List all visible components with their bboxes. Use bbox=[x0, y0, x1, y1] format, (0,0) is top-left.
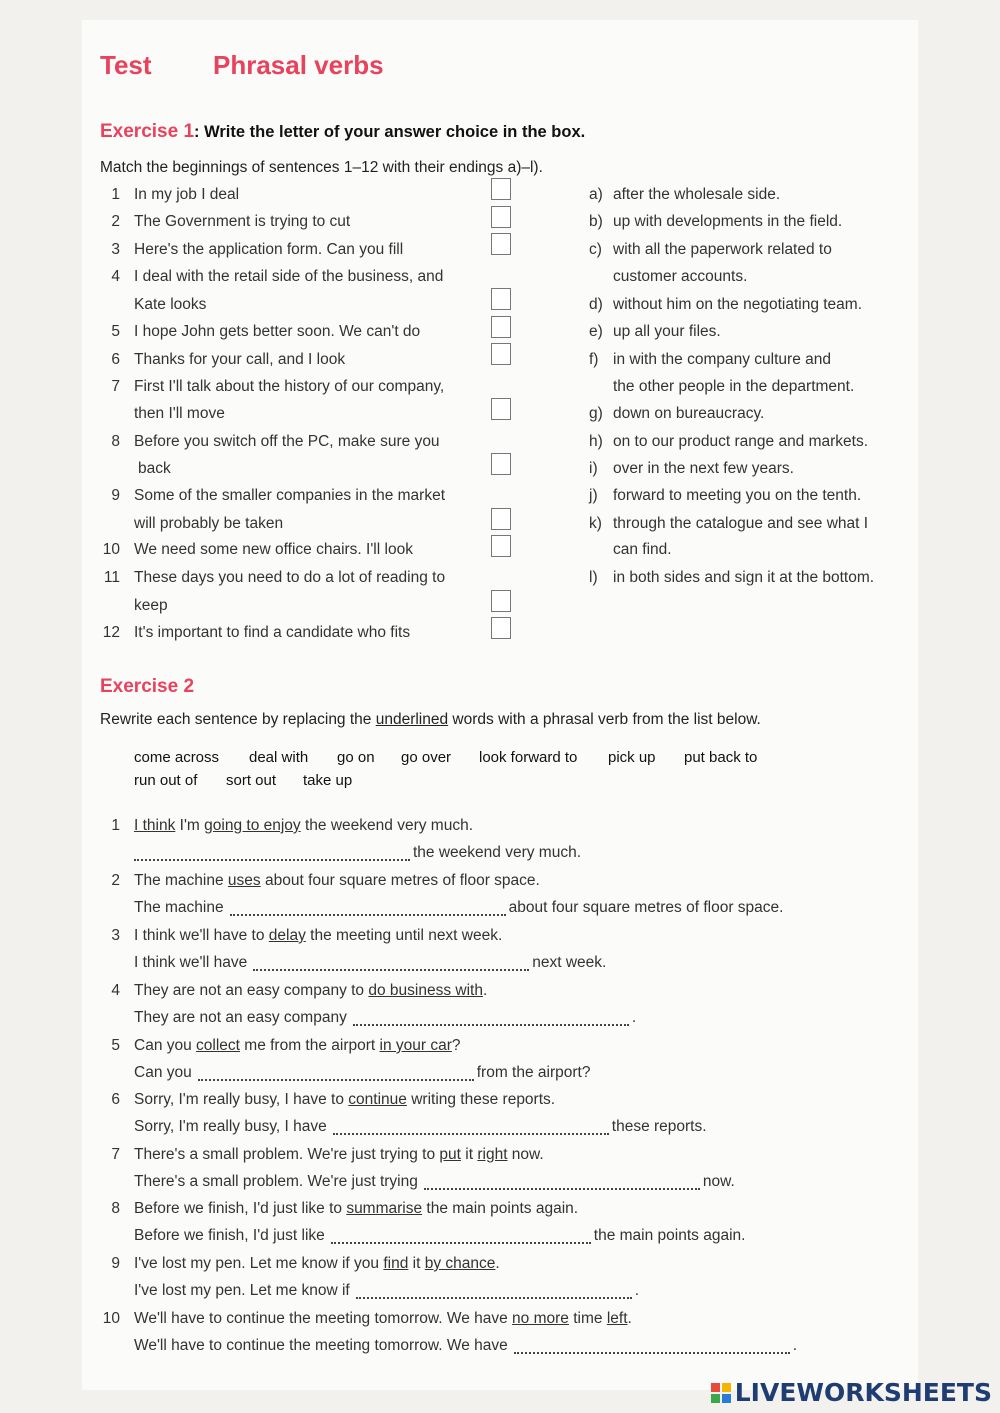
sentence-number: 12 bbox=[102, 624, 120, 641]
ending-letter: f) bbox=[589, 351, 599, 368]
original-sentence bbox=[134, 1310, 632, 1328]
sentence-text: We'll have to continue the meeting tomorrow. We have bbox=[134, 1310, 513, 1327]
sentence-beginning: then I'll move bbox=[134, 405, 225, 422]
exercise1-label: Exercise 1 bbox=[100, 121, 195, 142]
rewrite-prefix: The machine bbox=[134, 899, 224, 916]
instruction-underlined: underlined bbox=[375, 711, 449, 728]
rewrite-suffix: about four square metres of floor space. bbox=[508, 899, 784, 916]
sentence-text: it bbox=[408, 1255, 425, 1272]
underlined-words: collect bbox=[196, 1037, 240, 1054]
item-number: 3 bbox=[111, 927, 120, 944]
sentence-text: The machine bbox=[134, 872, 228, 889]
item-number: 2 bbox=[111, 872, 120, 889]
sentence-number: 5 bbox=[111, 323, 120, 340]
sentence-text: Sorry, I'm really busy, I have to bbox=[134, 1091, 349, 1108]
phrasal-verb-option: come across bbox=[134, 749, 220, 766]
ending-letter: d) bbox=[589, 296, 603, 313]
rewrite-suffix: . bbox=[792, 1337, 798, 1354]
answer-blank-8[interactable] bbox=[331, 1228, 591, 1244]
sentence-ending: in both sides and sign it at the bottom. bbox=[613, 569, 875, 586]
sentence-ending: down on bureaucracy. bbox=[613, 405, 765, 422]
sentence-beginning: keep bbox=[134, 597, 168, 614]
underlined-words: left bbox=[606, 1310, 628, 1327]
underlined-words: find bbox=[383, 1255, 409, 1272]
underlined-words: do business with bbox=[368, 982, 483, 999]
answer-box-1[interactable] bbox=[491, 178, 511, 200]
sentence-text: Before we finish, I'd just like to bbox=[134, 1200, 347, 1217]
sentence-text: about four square metres of floor space. bbox=[260, 872, 540, 889]
rewrite-prefix: We'll have to continue the meeting tomorrow. We have bbox=[134, 1337, 508, 1354]
item-number: 1 bbox=[111, 817, 120, 834]
underlined-words: in your car bbox=[379, 1037, 452, 1054]
sentence-text: it bbox=[460, 1146, 478, 1163]
logo-square bbox=[711, 1383, 720, 1392]
item-number: 9 bbox=[111, 1255, 120, 1272]
underlined-words: going to enjoy bbox=[204, 817, 301, 834]
rewrite-line bbox=[134, 899, 783, 917]
ending-letter: e) bbox=[589, 323, 603, 340]
rewrite-prefix: There's a small problem. We're just trying bbox=[134, 1173, 418, 1190]
underlined-words: put bbox=[439, 1146, 461, 1163]
sentence-text: the main points again. bbox=[422, 1200, 579, 1217]
rewrite-line bbox=[134, 1009, 636, 1027]
ending-letter: k) bbox=[589, 515, 602, 532]
phrasal-verb-option: deal with bbox=[249, 749, 309, 766]
original-sentence bbox=[134, 1091, 555, 1109]
sentence-text: the weekend very much. bbox=[300, 817, 473, 834]
answer-box-12[interactable] bbox=[491, 617, 511, 639]
sentence-text: now. bbox=[507, 1146, 544, 1163]
phrasal-verb-option: pick up bbox=[608, 749, 656, 766]
underlined-words: delay bbox=[268, 927, 306, 944]
rewrite-line bbox=[134, 1227, 745, 1245]
sentence-number: 9 bbox=[111, 487, 120, 504]
original-sentence bbox=[134, 1200, 578, 1218]
sentence-number: 8 bbox=[111, 433, 120, 450]
logo-square bbox=[722, 1383, 731, 1392]
sentence-ending: in with the company culture and bbox=[613, 351, 831, 368]
underlined-words: right bbox=[477, 1146, 508, 1163]
sentence-beginning: The Government is trying to cut bbox=[134, 213, 351, 230]
answer-box-9[interactable] bbox=[491, 508, 511, 530]
sentence-text: ? bbox=[451, 1037, 461, 1054]
answer-blank-2[interactable] bbox=[230, 900, 506, 916]
logo-square bbox=[711, 1394, 720, 1403]
original-sentence bbox=[134, 927, 502, 945]
answer-blank-5[interactable] bbox=[198, 1065, 474, 1081]
sentence-text: I think we'll have to bbox=[134, 927, 269, 944]
rewrite-line bbox=[134, 1064, 590, 1082]
exercise1-heading bbox=[100, 121, 585, 143]
answer-box-7[interactable] bbox=[491, 398, 511, 420]
rewrite-suffix: . bbox=[634, 1282, 640, 1299]
sentence-ending: customer accounts. bbox=[613, 268, 748, 285]
original-sentence bbox=[134, 817, 473, 835]
rewrite-line bbox=[134, 954, 606, 972]
ending-letter: i) bbox=[589, 460, 598, 477]
answer-box-5[interactable] bbox=[491, 316, 511, 338]
sentence-text: I've lost my pen. Let me know if you bbox=[134, 1255, 384, 1272]
rewrite-suffix: now. bbox=[702, 1173, 735, 1190]
sentence-beginning: Thanks for your call, and I look bbox=[134, 351, 346, 368]
item-number: 5 bbox=[111, 1037, 120, 1054]
instruction-part: Rewrite each sentence by replacing the bbox=[100, 711, 376, 728]
sentence-beginning: I deal with the retail side of the business, and bbox=[134, 268, 444, 285]
brand-text: LIVEWORKSHEETS bbox=[734, 1378, 992, 1407]
answer-blank-10[interactable] bbox=[514, 1338, 790, 1354]
sentence-text: writing these reports. bbox=[406, 1091, 556, 1108]
sentence-ending: up all your files. bbox=[613, 323, 721, 340]
original-sentence bbox=[134, 1255, 500, 1273]
logo-square bbox=[722, 1394, 731, 1403]
rewrite-line bbox=[134, 1173, 735, 1191]
sentence-beginning: It's important to find a candidate who fits bbox=[134, 624, 411, 641]
sentence-text: the meeting until next week. bbox=[305, 927, 503, 944]
underlined-words: I think bbox=[134, 817, 176, 834]
underlined-words: summarise bbox=[346, 1200, 423, 1217]
answer-blank-6[interactable] bbox=[333, 1119, 609, 1135]
sentence-ending: after the wholesale side. bbox=[613, 186, 781, 203]
original-sentence bbox=[134, 1146, 544, 1164]
sentence-ending: through the catalogue and see what I bbox=[613, 515, 869, 532]
original-sentence bbox=[134, 872, 540, 890]
sentence-ending: the other people in the department. bbox=[613, 378, 855, 395]
answer-box-3[interactable] bbox=[491, 233, 511, 255]
answer-box-10[interactable] bbox=[491, 535, 511, 557]
test-label: Test bbox=[100, 50, 152, 80]
underlined-words: no more bbox=[512, 1310, 569, 1327]
ending-letter: l) bbox=[589, 569, 598, 586]
phrasal-verb-option: put back to bbox=[684, 749, 758, 766]
exercise1-instruction: Match the beginnings of sentences 1–12 with their endings a)–l). bbox=[100, 159, 543, 176]
sentence-beginning: Here's the application form. Can you fill bbox=[134, 241, 404, 258]
answer-blank-7[interactable] bbox=[424, 1174, 700, 1190]
answer-box-11[interactable] bbox=[491, 590, 511, 612]
ending-letter: c) bbox=[589, 241, 602, 258]
sentence-beginning: Before you switch off the PC, make sure you bbox=[134, 433, 440, 450]
answer-blank-4[interactable] bbox=[353, 1010, 629, 1026]
sentence-number: 4 bbox=[111, 268, 120, 285]
phrasal-verb-option: go on bbox=[337, 749, 375, 766]
sentence-text: . bbox=[627, 1310, 632, 1327]
underlined-words: by chance bbox=[424, 1255, 496, 1272]
answer-box-6[interactable] bbox=[491, 343, 511, 365]
sentence-text: I'm bbox=[175, 817, 205, 834]
rewrite-prefix: I think we'll have bbox=[134, 954, 248, 971]
sentence-beginning: In my job I deal bbox=[134, 186, 240, 203]
sentence-text: . bbox=[482, 982, 488, 999]
sentence-number: 1 bbox=[111, 186, 120, 203]
sentence-beginning: First I'll talk about the history of our company, bbox=[134, 378, 445, 395]
rewrite-suffix: the main points again. bbox=[593, 1227, 746, 1244]
sentence-beginning: Some of the smaller companies in the market bbox=[134, 487, 445, 504]
sentence-ending: forward to meeting you on the tenth. bbox=[613, 487, 862, 504]
ending-letter: h) bbox=[589, 433, 603, 450]
rewrite-prefix: Can you bbox=[134, 1064, 192, 1081]
underlined-words: uses bbox=[227, 872, 261, 889]
phrasal-verb-option: run out of bbox=[134, 772, 198, 789]
sentence-ending: can find. bbox=[613, 541, 672, 558]
sentence-ending: over in the next few years. bbox=[613, 460, 794, 477]
answer-box-2[interactable] bbox=[491, 206, 511, 228]
rewrite-line bbox=[134, 1118, 707, 1136]
item-number: 8 bbox=[111, 1200, 120, 1217]
item-number: 10 bbox=[102, 1310, 120, 1327]
answer-box-8[interactable] bbox=[491, 453, 511, 475]
item-number: 6 bbox=[111, 1091, 120, 1108]
sentence-number: 2 bbox=[111, 213, 120, 230]
sentence-beginning: These days you need to do a lot of reading to bbox=[134, 569, 446, 586]
rewrite-suffix: the weekend very much. bbox=[413, 844, 582, 861]
liveworksheets-logo bbox=[711, 1378, 992, 1407]
sentence-number: 6 bbox=[111, 351, 120, 368]
exercise2-instruction bbox=[100, 711, 761, 729]
page-title: Phrasal verbs bbox=[213, 50, 384, 80]
ending-letter: j) bbox=[589, 487, 598, 504]
original-sentence bbox=[134, 1037, 461, 1055]
sentence-text: There's a small problem. We're just trying to bbox=[134, 1146, 440, 1163]
exercise2-heading: Exercise 2 bbox=[100, 676, 195, 697]
rewrite-prefix: Before we finish, I'd just like bbox=[134, 1227, 325, 1244]
ending-letter: g) bbox=[589, 405, 603, 422]
sentence-ending: with all the paperwork related to bbox=[613, 241, 832, 258]
sentence-text: Can you bbox=[134, 1037, 197, 1054]
sentence-ending: up with developments in the field. bbox=[613, 213, 843, 230]
rewrite-line bbox=[134, 1337, 797, 1355]
sentence-beginning: back bbox=[138, 460, 171, 477]
underlined-words: continue bbox=[348, 1091, 407, 1108]
item-number: 7 bbox=[111, 1146, 120, 1163]
sentence-text: They are not an easy company to bbox=[134, 982, 369, 999]
instruction-part: words with a phrasal verb from the list below. bbox=[448, 711, 761, 728]
logo-icon bbox=[711, 1383, 731, 1403]
original-sentence bbox=[134, 982, 487, 1000]
sentence-number: 3 bbox=[111, 241, 120, 258]
answer-blank-9[interactable] bbox=[356, 1283, 632, 1299]
rewrite-suffix: from the airport? bbox=[476, 1064, 591, 1081]
exercise1-heading-text: : Write the letter of your answer choice in the box. bbox=[194, 123, 586, 141]
rewrite-prefix: I've lost my pen. Let me know if bbox=[134, 1282, 350, 1299]
sentence-beginning: I hope John gets better soon. We can't do bbox=[134, 323, 421, 340]
rewrite-line bbox=[134, 844, 581, 862]
answer-box-4[interactable] bbox=[491, 288, 511, 310]
rewrite-prefix: They are not an easy company bbox=[134, 1009, 347, 1026]
sentence-text: time bbox=[568, 1310, 607, 1327]
rewrite-suffix: next week. bbox=[532, 954, 607, 971]
phrasal-verb-option: sort out bbox=[226, 772, 277, 789]
ending-letter: a) bbox=[589, 186, 603, 203]
sentence-beginning: We need some new office chairs. I'll look bbox=[134, 541, 413, 558]
ending-letter: b) bbox=[589, 213, 603, 230]
phrasal-verb-option: look forward to bbox=[479, 749, 578, 766]
sentence-beginning: Kate looks bbox=[134, 296, 207, 313]
sentence-number: 7 bbox=[111, 378, 120, 395]
phrasal-verb-option: go over bbox=[401, 749, 452, 766]
rewrite-suffix: these reports. bbox=[611, 1118, 707, 1135]
sentence-number: 11 bbox=[103, 569, 120, 586]
rewrite-prefix: Sorry, I'm really busy, I have bbox=[134, 1118, 327, 1135]
rewrite-suffix: . bbox=[631, 1009, 637, 1026]
sentence-beginning: will probably be taken bbox=[134, 515, 284, 532]
rewrite-line bbox=[134, 1282, 639, 1300]
item-number: 4 bbox=[111, 982, 120, 999]
sentence-text: . bbox=[495, 1255, 500, 1272]
answer-blank-3[interactable] bbox=[253, 955, 529, 971]
sentence-ending: without him on the negotiating team. bbox=[613, 296, 863, 313]
sentence-ending: on to our product range and markets. bbox=[613, 433, 869, 450]
answer-blank-1[interactable] bbox=[134, 845, 410, 861]
phrasal-verb-option: take up bbox=[303, 772, 353, 789]
sentence-text: me from the airport bbox=[239, 1037, 380, 1054]
sentence-number: 10 bbox=[102, 541, 120, 558]
